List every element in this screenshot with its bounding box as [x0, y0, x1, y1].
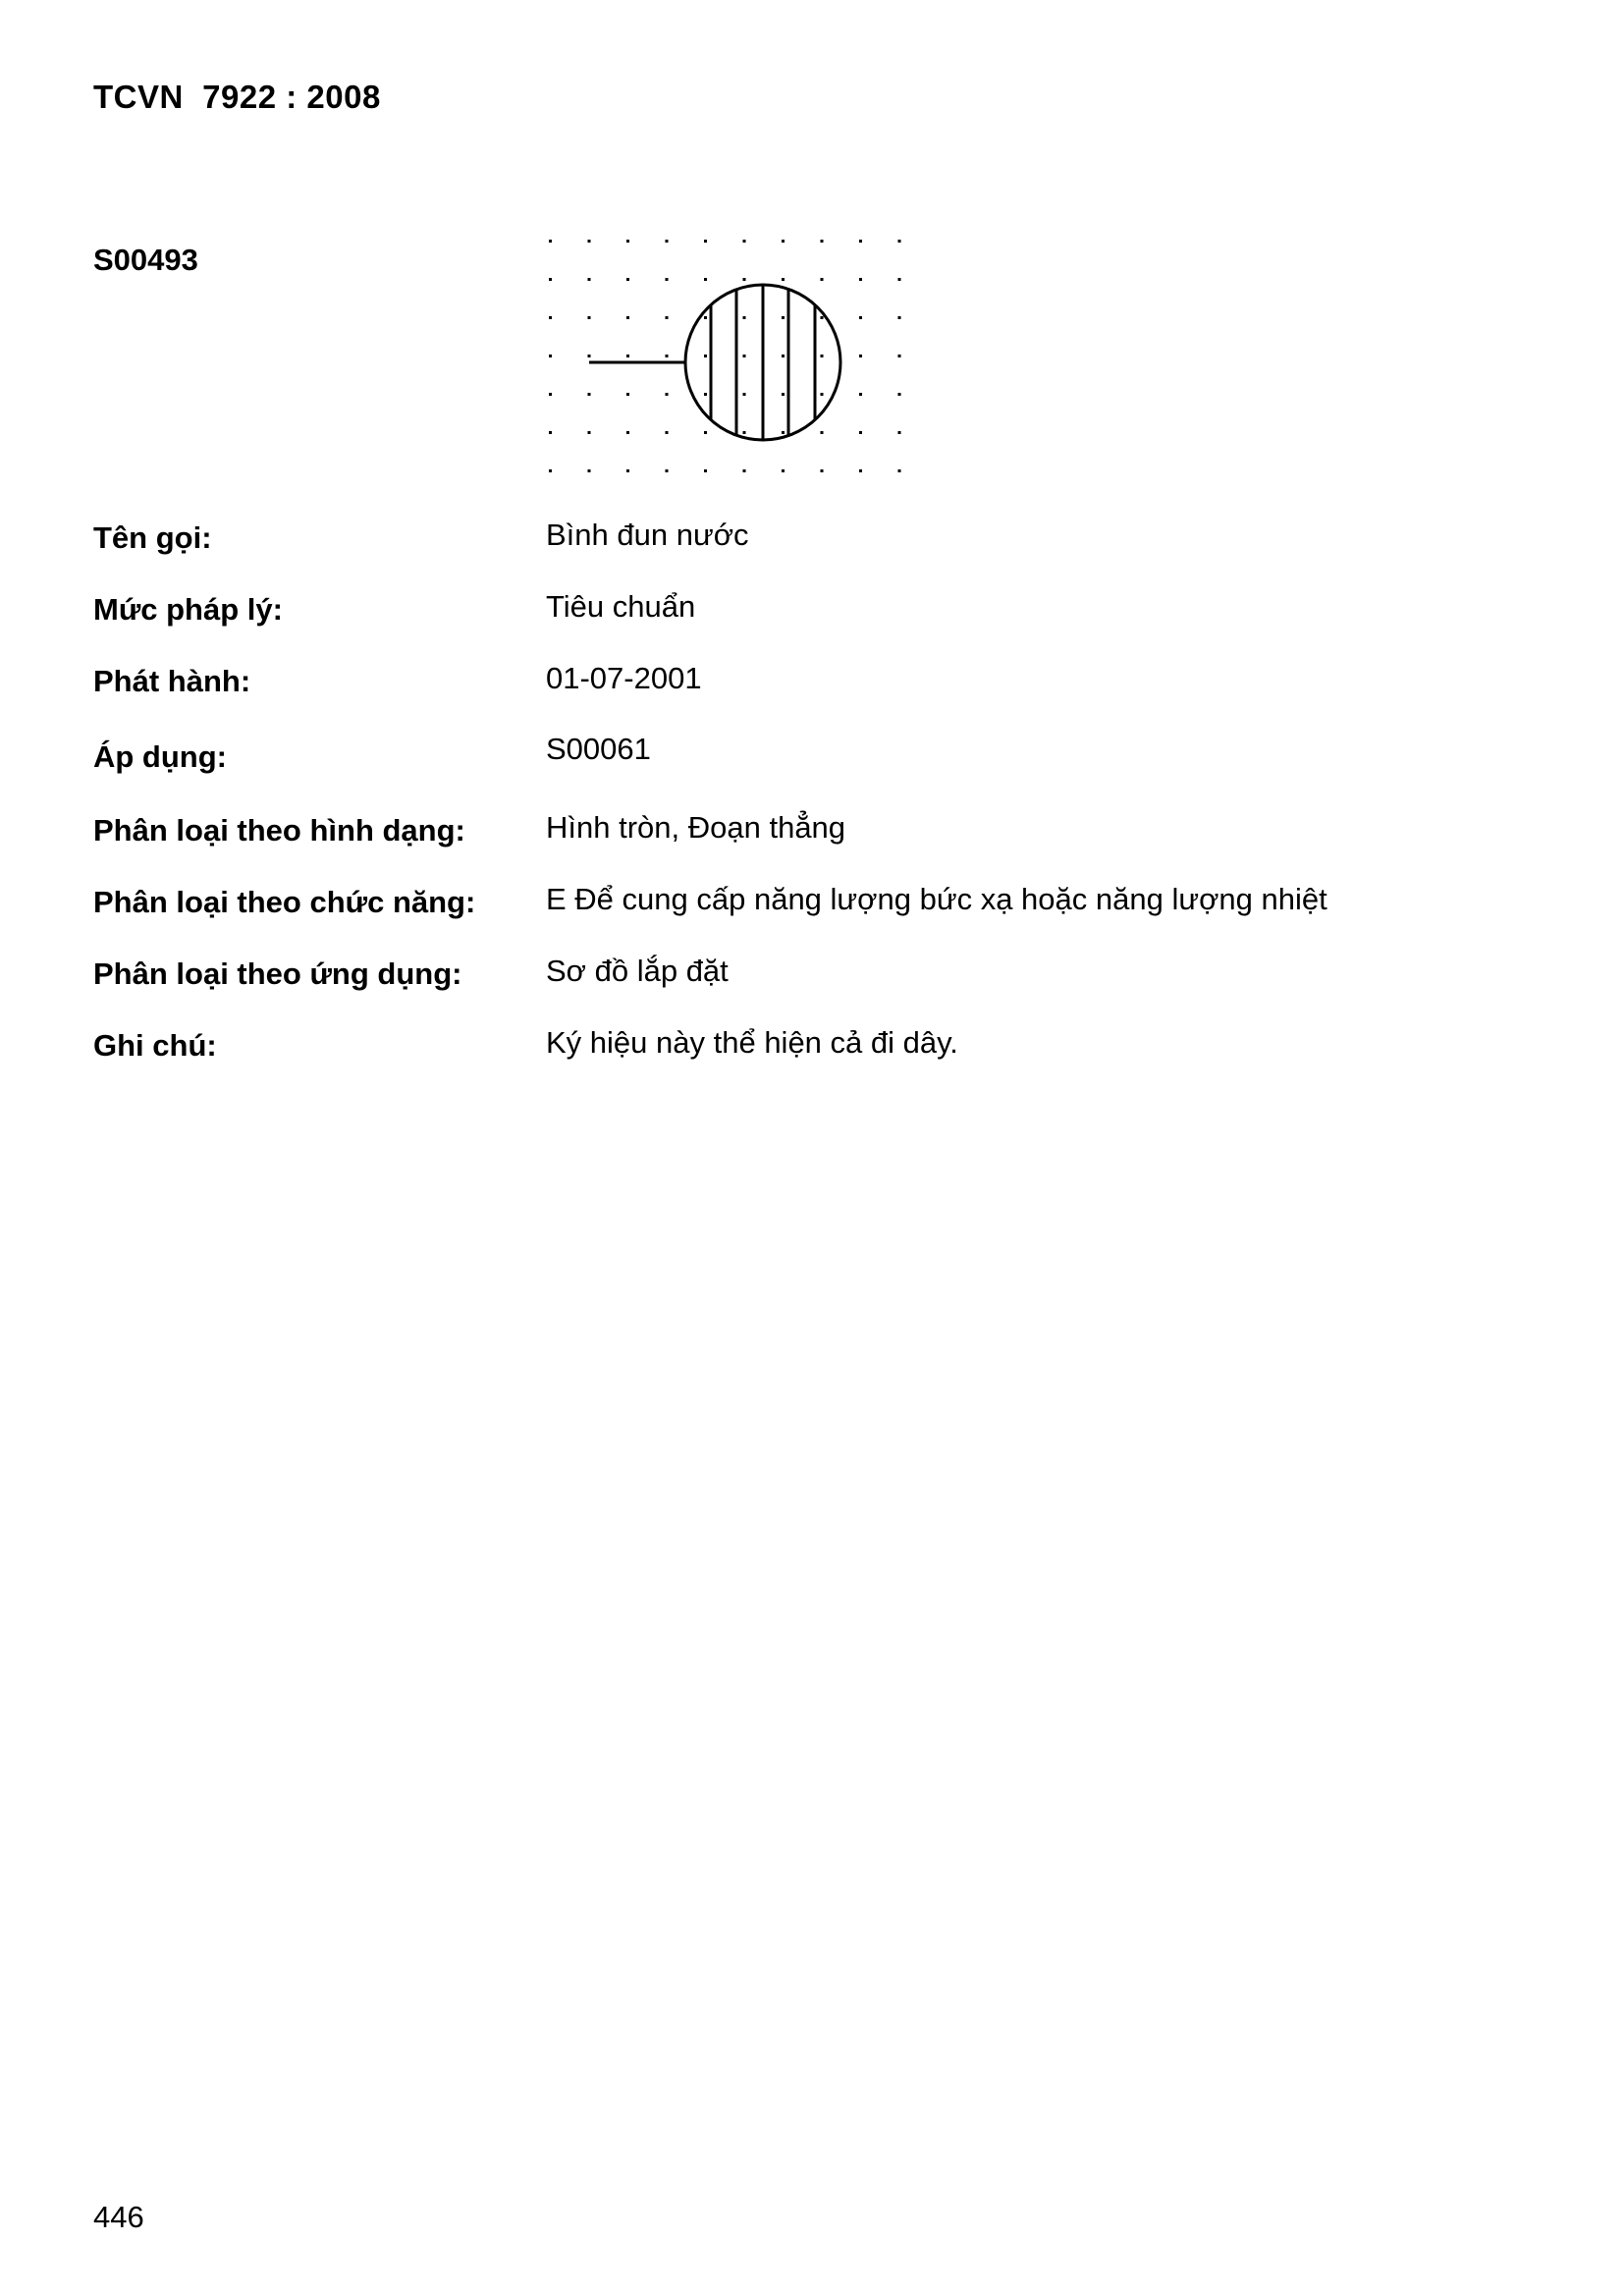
- water-heater-symbol-icon: [535, 228, 913, 487]
- grid-dot: [666, 278, 669, 281]
- field-label-function-class: Phân loại theo chức năng:: [93, 885, 476, 919]
- field-row-shape-class: [93, 810, 1527, 852]
- field-row-function-class: [93, 882, 1527, 924]
- grid-dot: [898, 393, 901, 396]
- field-row-application-class: [93, 954, 1527, 996]
- grid-dot: [666, 240, 669, 243]
- grid-dot: [821, 431, 824, 434]
- grid-dot: [666, 431, 669, 434]
- grid-dot: [626, 316, 629, 319]
- grid-dot: [549, 355, 552, 357]
- grid-dot: [821, 469, 824, 472]
- grid-dot: [743, 431, 746, 434]
- grid-dot: [626, 469, 629, 472]
- field-value-applied: S00061: [546, 732, 651, 766]
- grid-dot: [821, 278, 824, 281]
- symbol-drawing: [535, 228, 913, 487]
- grid-dot: [859, 393, 862, 396]
- grid-dot: [859, 355, 862, 357]
- grid-dot: [743, 469, 746, 472]
- grid-dot: [859, 316, 862, 319]
- hatch-lines: [711, 267, 815, 464]
- grid-dot: [898, 278, 901, 281]
- field-row-applied: [93, 732, 1527, 779]
- grid-dot: [626, 393, 629, 396]
- field-value-application-class: Sơ đồ lắp đặt: [546, 954, 729, 988]
- grid-dot: [666, 316, 669, 319]
- grid-dot: [549, 431, 552, 434]
- field-label-application-class: Phân loại theo ứng dụng:: [93, 957, 462, 991]
- grid-dot: [588, 278, 591, 281]
- grid-dot: [743, 393, 746, 396]
- field-value-note: Ký hiệu này thể hiện cả đi dây.: [546, 1025, 958, 1060]
- grid-dot: [588, 431, 591, 434]
- grid-dot: [549, 393, 552, 396]
- field-row-legal-level: [93, 589, 1527, 631]
- field-value-name: Bình đun nước: [546, 518, 749, 552]
- field-label-note: Ghi chú:: [93, 1028, 217, 1063]
- grid-dot: [782, 316, 785, 319]
- grid-dot: [626, 278, 629, 281]
- grid-dot: [782, 431, 785, 434]
- grid-dot: [782, 393, 785, 396]
- dot-grid: [549, 240, 901, 472]
- grid-dot: [743, 355, 746, 357]
- grid-dot: [782, 240, 785, 243]
- grid-dot: [898, 469, 901, 472]
- field-row-note: [93, 1025, 1527, 1067]
- grid-dot: [704, 469, 707, 472]
- grid-dot: [704, 355, 707, 357]
- field-value-shape-class: Hình tròn, Đoạn thẳng: [546, 810, 846, 845]
- grid-dot: [588, 393, 591, 396]
- grid-dot: [704, 278, 707, 281]
- field-label-name: Tên gọi:: [93, 520, 212, 555]
- document-header-title: TCVN 7922 : 2008: [93, 79, 381, 115]
- grid-dot: [821, 240, 824, 243]
- field-row-issued: [93, 661, 1527, 703]
- field-value-issued: 01-07-2001: [546, 661, 702, 695]
- grid-dot: [626, 240, 629, 243]
- grid-dot: [626, 431, 629, 434]
- field-value-function-class: E Để cung cấp năng lượng bức xạ hoặc năng lượng nhiệt: [546, 882, 1327, 916]
- field-value-legal-level: Tiêu chuẩn: [546, 589, 696, 624]
- grid-dot: [704, 393, 707, 396]
- grid-dot: [898, 316, 901, 319]
- grid-dot: [626, 355, 629, 357]
- field-label-issued: Phát hành:: [93, 664, 251, 698]
- grid-dot: [666, 469, 669, 472]
- grid-dot: [782, 355, 785, 357]
- symbol-code: S00493: [93, 243, 198, 277]
- grid-dot: [743, 316, 746, 319]
- grid-dot: [821, 316, 824, 319]
- grid-dot: [666, 393, 669, 396]
- grid-dot: [666, 355, 669, 357]
- grid-dot: [859, 278, 862, 281]
- grid-dot: [782, 469, 785, 472]
- grid-dot: [588, 469, 591, 472]
- grid-dot: [549, 240, 552, 243]
- grid-dot: [549, 316, 552, 319]
- page-number: 446: [93, 2200, 144, 2234]
- field-label-legal-level: Mức pháp lý:: [93, 592, 283, 627]
- grid-dot: [549, 469, 552, 472]
- grid-dot: [704, 431, 707, 434]
- grid-dot: [743, 278, 746, 281]
- field-label-shape-class: Phân loại theo hình dạng:: [93, 813, 465, 847]
- grid-dot: [898, 240, 901, 243]
- grid-dot: [549, 278, 552, 281]
- grid-dot: [859, 469, 862, 472]
- grid-dot: [704, 316, 707, 319]
- grid-dot: [704, 240, 707, 243]
- grid-dot: [898, 431, 901, 434]
- grid-dot: [821, 355, 824, 357]
- grid-dot: [821, 393, 824, 396]
- grid-dot: [743, 240, 746, 243]
- grid-dot: [898, 355, 901, 357]
- grid-dot: [588, 355, 591, 357]
- grid-dot: [588, 240, 591, 243]
- grid-dot: [859, 240, 862, 243]
- grid-dot: [859, 431, 862, 434]
- grid-dot: [588, 316, 591, 319]
- field-row-name: [93, 520, 1527, 560]
- grid-dot: [782, 278, 785, 281]
- field-label-applied: Áp dụng:: [93, 739, 228, 774]
